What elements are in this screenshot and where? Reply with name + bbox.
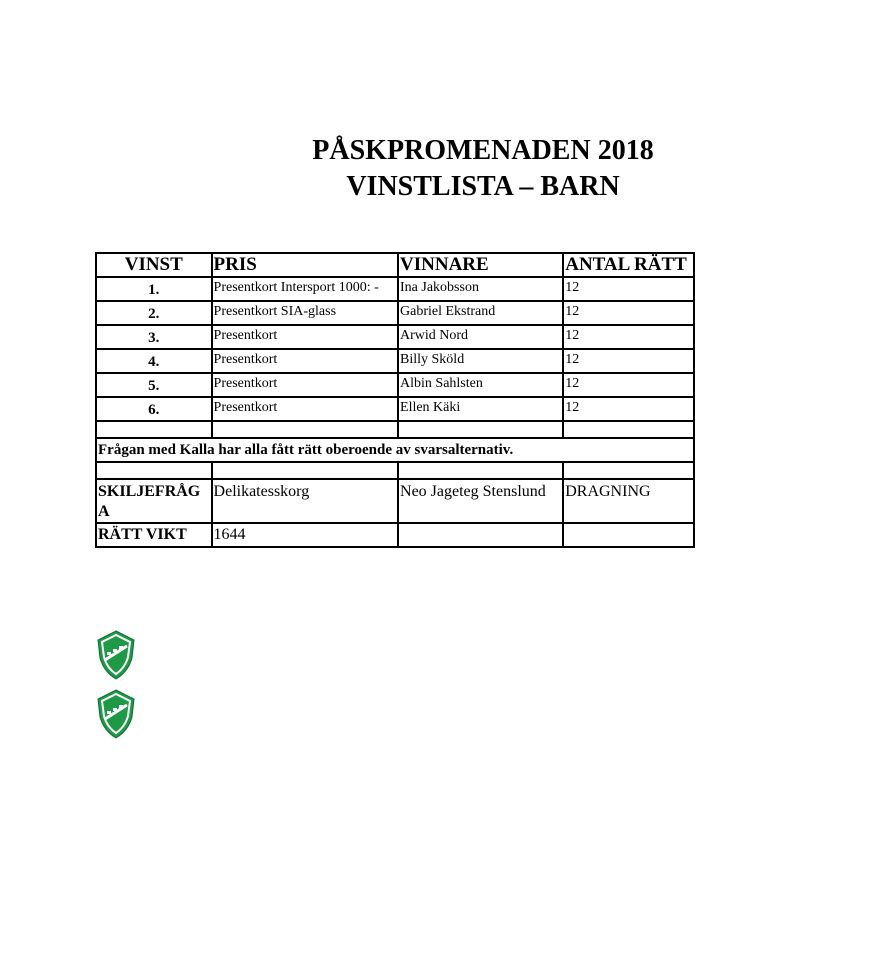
cell-vinst: 3. <box>96 325 212 349</box>
cell-antal: 12 <box>563 397 694 421</box>
header-row <box>96 253 694 277</box>
cell-pris: Presentkort SIA-glass <box>212 301 398 325</box>
table-row <box>96 349 694 373</box>
tiebreak-pris: Delikatesskorg <box>212 479 398 523</box>
empty-cell <box>212 462 398 479</box>
note-row <box>96 438 694 462</box>
cell-vinst: 1. <box>96 277 212 301</box>
cell-pris: Presentkort <box>212 397 398 421</box>
cell-vinnare: Billy Sköld <box>398 349 563 373</box>
table-row <box>96 325 694 349</box>
club-shield-logo-icon <box>97 630 135 680</box>
club-shield-logo-icon <box>97 689 135 739</box>
cell-vinst: 2. <box>96 301 212 325</box>
cell-antal: 12 <box>563 373 694 397</box>
tiebreak-row <box>96 479 694 523</box>
header-antal-ratt: ANTAL RÄTT <box>563 253 694 277</box>
empty-cell <box>212 421 398 438</box>
tiebreak-vinnare: Neo Jageteg Stenslund <box>398 479 563 523</box>
cell-pris: Presentkort <box>212 349 398 373</box>
empty-row <box>96 462 694 479</box>
table-row <box>96 301 694 325</box>
weight-label: RÄTT VIKT <box>96 523 212 547</box>
cell-antal: 12 <box>563 301 694 325</box>
page-title: PÅSKPROMENADEN 2018 <box>312 135 654 166</box>
cell-vinnare: Ellen Käki <box>398 397 563 421</box>
cell-pris: Presentkort Intersport 1000: - <box>212 277 398 301</box>
header-pris: PRIS <box>212 253 398 277</box>
cell-pris: Presentkort <box>212 373 398 397</box>
title-block <box>0 133 873 205</box>
results-table <box>95 252 695 548</box>
cell-vinst: 6. <box>96 397 212 421</box>
cell-vinnare: Arwid Nord <box>398 325 563 349</box>
cell-antal: 12 <box>563 349 694 373</box>
empty-cell <box>563 462 694 479</box>
weight-row <box>96 523 694 547</box>
cell-vinnare: Albin Sahlsten <box>398 373 563 397</box>
empty-cell <box>96 462 212 479</box>
table-row <box>96 397 694 421</box>
cell-antal: 12 <box>563 325 694 349</box>
cell-antal: 12 <box>563 277 694 301</box>
empty-cell <box>563 421 694 438</box>
empty-cell <box>398 462 563 479</box>
header-vinnare: VINNARE <box>398 253 563 277</box>
weight-value: 1644 <box>212 523 398 547</box>
empty-cell <box>398 523 563 547</box>
table-row <box>96 373 694 397</box>
table-row <box>96 277 694 301</box>
note-text: Frågan med Kalla har alla fått rätt oberoende av svarsalternativ. <box>96 438 694 462</box>
empty-cell <box>563 523 694 547</box>
header-vinst: VINST <box>96 253 212 277</box>
page-subtitle: VINSTLISTA – BARN <box>346 171 620 202</box>
cell-pris: Presentkort <box>212 325 398 349</box>
cell-vinnare: Gabriel Ekstrand <box>398 301 563 325</box>
cell-vinst: 5. <box>96 373 212 397</box>
empty-row <box>96 421 694 438</box>
cell-vinst: 4. <box>96 349 212 373</box>
tiebreak-antal: DRAGNING <box>563 479 694 523</box>
empty-cell <box>96 421 212 438</box>
tiebreak-label: SKILJEFRÅGA <box>96 479 212 523</box>
cell-vinnare: Ina Jakobsson <box>398 277 563 301</box>
empty-cell <box>398 421 563 438</box>
